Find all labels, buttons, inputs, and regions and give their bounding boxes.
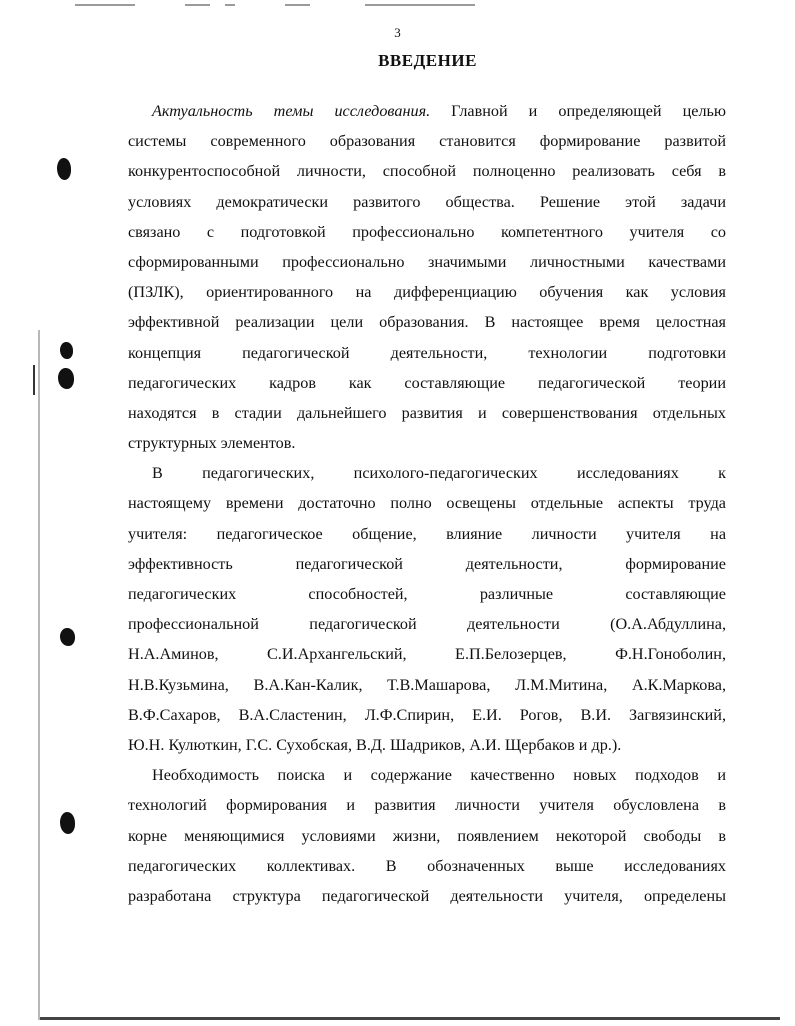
text-line: технологий формирования и развития личности учителя обусловлена в — [128, 796, 726, 815]
text-line: Необходимость поиска и содержание качественно новых подходов и — [152, 766, 726, 785]
text-line: находятся в стадии дальнейшего развития и совершенствования отдельных — [128, 403, 726, 422]
scan-bottom-edge — [40, 1017, 780, 1020]
page-title: ВВЕДЕНИЕ — [378, 51, 477, 70]
scan-left-edge — [38, 330, 40, 1020]
text-line: корне меняющимися условиями жизни, появлением некоторой свободы в — [128, 826, 726, 845]
punch-hole-mark — [57, 158, 71, 180]
text-line: связано с подготовкой профессионально компетентного учителя со — [128, 222, 726, 241]
punch-hole-mark — [58, 368, 74, 389]
punch-hole-mark — [60, 812, 75, 834]
text-line: (ПЗЛК), ориентированного на дифференциацию обучения как условия — [128, 283, 726, 302]
text-line: разработана структура педагогической деятельности учителя, определены — [128, 886, 726, 905]
text-line: В педагогических, психолого-педагогических исследованиях к — [152, 464, 726, 483]
text-line: профессиональной педагогической деятельности (О.А.Абдуллина, — [128, 615, 726, 634]
italic-lead: Актуальность темы исследования. — [152, 102, 431, 120]
body-text — [128, 96, 726, 911]
punch-hole-mark — [60, 342, 73, 359]
scan-top-marks — [75, 4, 475, 7]
text-line: Н.В.Кузьмина, В.А.Кан-Калик, Т.В.Машарова, Л.М.Митина, А.К.Маркова, — [128, 675, 726, 694]
text-line: Актуальность темы исследования. Главной и определяющей целью — [152, 102, 726, 120]
text-line: Ю.Н. Кулюткин, Г.С. Сухобская, В.Д. Шадриков, А.И. Щербаков и др.). — [128, 735, 622, 754]
text-line: условиях демократически развитого общества. Решение этой задачи — [128, 192, 726, 211]
text-line: педагогических способностей, различные составляющие — [128, 585, 726, 603]
page-number: 3 — [394, 25, 401, 40]
text-line: сформированными профессионально значимыми личностными качествами — [128, 252, 726, 271]
text-line: структурных элементов. — [128, 434, 296, 453]
scan-left-mark — [33, 365, 35, 395]
text-line: концепция педагогической деятельности, технологии подготовки — [128, 343, 726, 362]
text-line: учителя: педагогическое общение, влияние личности учителя на — [128, 524, 726, 543]
text-line: педагогических кадров как составляющие педагогической теории — [128, 373, 726, 392]
text-line: Н.А.Аминов, С.И.Архангельский, Е.П.Белозерцев, Ф.Н.Гоноболин, — [128, 645, 726, 664]
text-line: конкурентоспособной личности, способной полноценно реализовать себя в — [128, 162, 726, 181]
text-line: эффективной реализации цели образования. В настоящее время целостная — [128, 313, 726, 332]
text-line: эффективность педагогической деятельности, формирование — [128, 554, 726, 573]
text-line: настоящему времени достаточно полно освещены отдельные аспекты труда — [128, 494, 726, 513]
punch-hole-mark — [60, 628, 75, 646]
text-line: системы современного образования становится формирование развитой — [128, 132, 726, 151]
text-line: В.Ф.Сахаров, В.А.Сластенин, Л.Ф.Спирин, Е.И. Рогов, В.И. Загвязинский, — [128, 705, 726, 724]
text-line: педагогических коллективах. В обозначенных выше исследованиях — [128, 856, 726, 875]
